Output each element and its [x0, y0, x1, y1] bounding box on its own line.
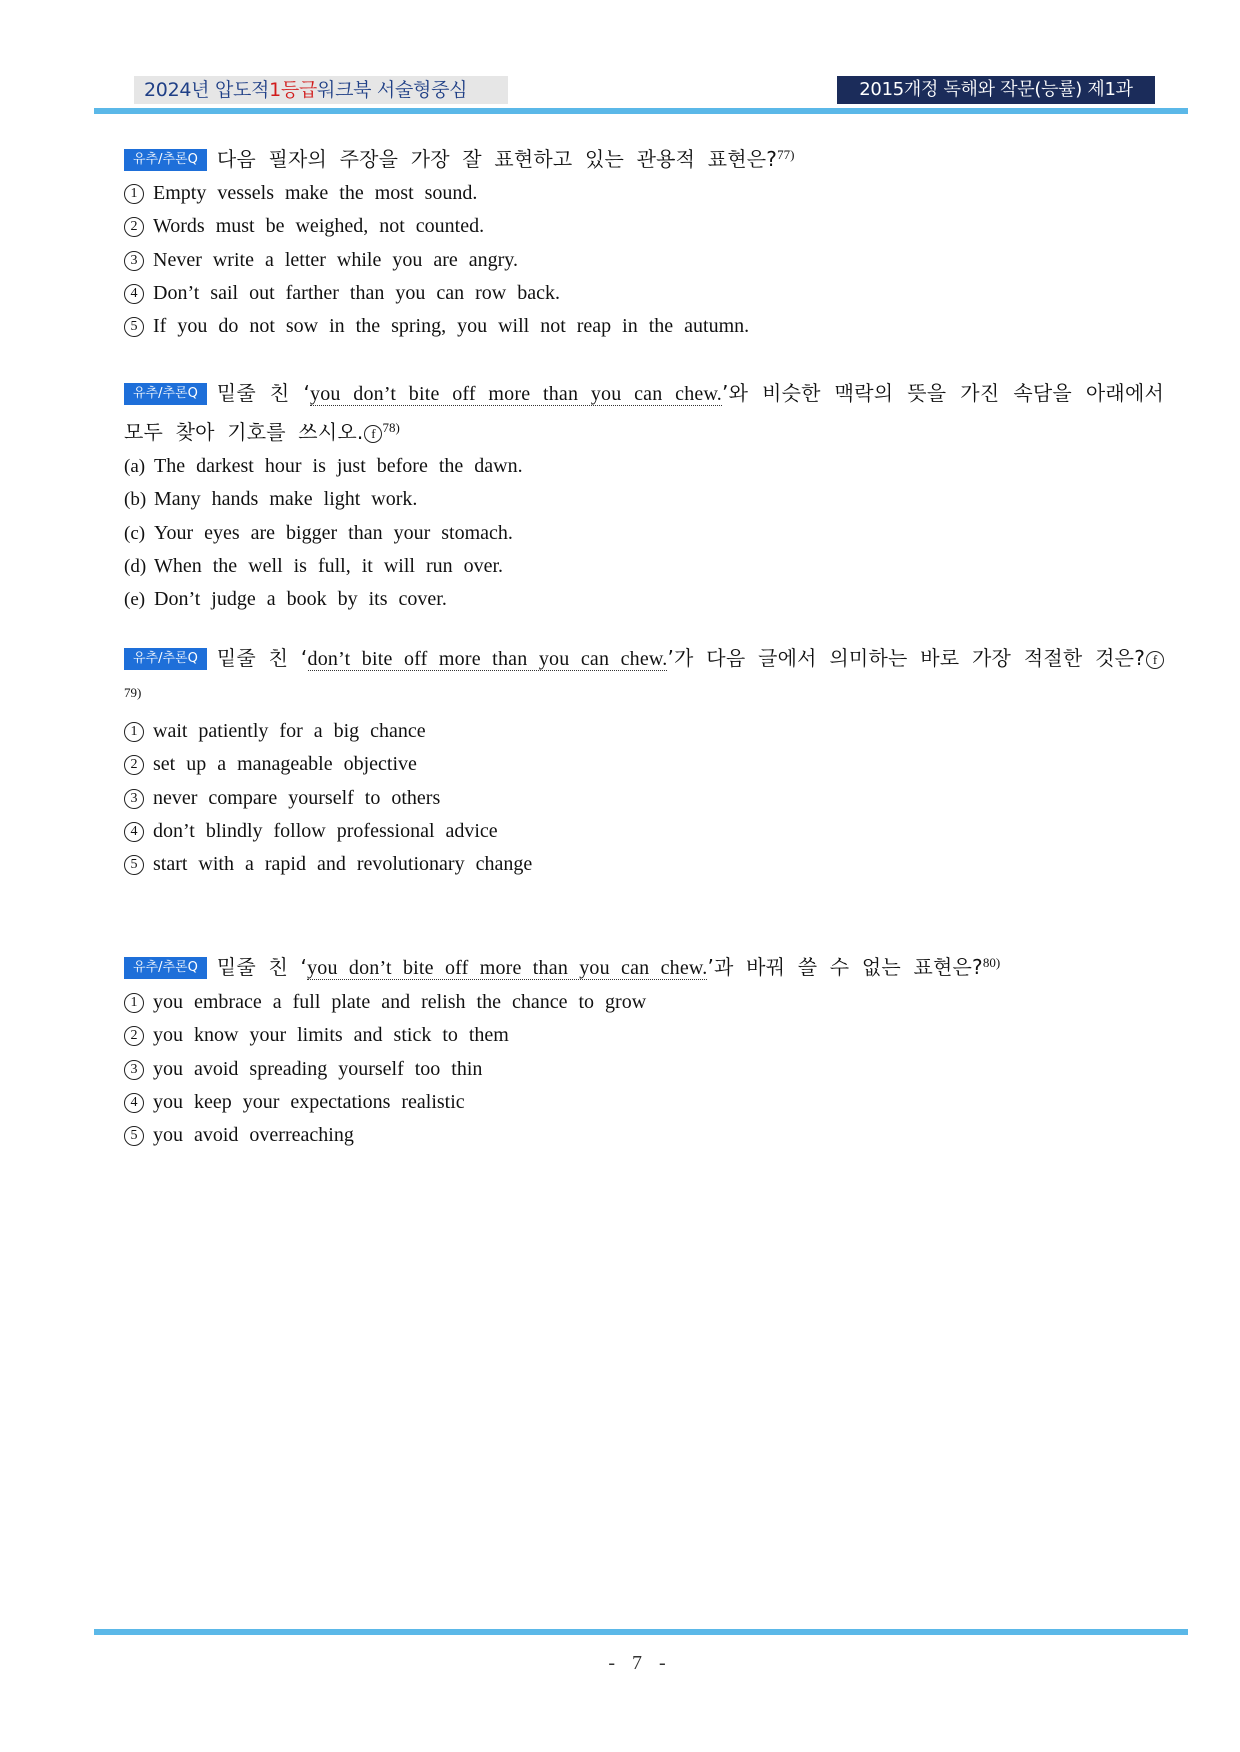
question-80	[124, 946, 1164, 1152]
answer-option[interactable]: 5 If you do not sow in the spring, you will not reap in the autumn.	[124, 310, 1164, 343]
footnote-ref: 79)	[124, 685, 142, 700]
option-number: 3	[124, 251, 144, 271]
answer-option[interactable]: 2 set up a manageable objective	[124, 748, 1164, 781]
question-prompt: 유추/추론Q 밑줄 친 ‘you don’t bite off more than you can chew.’와 비슷한 맥락의 뜻을 가진 속담을 아래에서 모두 찾아 기호를 쓰시오. f $^{78)}$	[124, 381, 1164, 444]
option-number: 2	[124, 217, 144, 237]
footer-divider	[94, 1629, 1188, 1635]
answer-option[interactable]: 1 wait patiently for a big chance	[124, 715, 1164, 748]
question-78	[124, 377, 1164, 616]
lesson-title: 2015개정 독해와 작문(능률) 제1과	[837, 76, 1155, 104]
question-type-badge: 유추/추론Q	[124, 149, 207, 171]
answer-option[interactable]: 3 Never write a letter while you are angry.	[124, 244, 1164, 277]
answer-option[interactable]: (b) Many hands make light work.	[124, 483, 1164, 516]
answer-option[interactable]: (d) When the well is full, it will run over.	[124, 550, 1164, 583]
workbook-title-highlight: 1등급	[269, 79, 318, 101]
circled-letter-mark: f	[1146, 651, 1164, 669]
option-number: 4	[124, 822, 144, 842]
header-divider	[94, 108, 1188, 114]
question-type-badge: 유추/추론Q	[124, 957, 207, 979]
answer-option[interactable]: 2 Words must be weighed, not counted.	[124, 210, 1164, 243]
option-letter: (c)	[124, 522, 146, 544]
option-number: 1	[124, 184, 144, 204]
question-type-badge: 유추/추론Q	[124, 383, 207, 405]
answer-option[interactable]: 5 you avoid overreaching	[124, 1119, 1164, 1152]
answer-option[interactable]: (a) The darkest hour is just before the dawn.	[124, 450, 1164, 483]
answer-option[interactable]: (e) Don’t judge a book by its cover.	[124, 583, 1164, 616]
answer-option[interactable]: 1 you embrace a full plate and relish the chance to grow	[124, 986, 1164, 1019]
answer-option[interactable]: 4 Don’t sail out farther than you can row back.	[124, 277, 1164, 310]
answer-option[interactable]: 5 start with a rapid and revolutionary change	[124, 848, 1164, 881]
question-prompt: 유추/추론Q 다음 필자의 주장을 가장 잘 표현하고 있는 관용적 표현은?$^{77)}$	[124, 138, 1164, 176]
option-number: 4	[124, 284, 144, 304]
answer-option[interactable]: 2 you know your limits and stick to them	[124, 1019, 1164, 1052]
option-number: 3	[124, 1060, 144, 1080]
footnote-ref: 77)	[777, 147, 795, 162]
underlined-expression: you don’t bite off more than you can chew.	[310, 383, 723, 405]
question-77	[124, 138, 1164, 343]
answer-option[interactable]: 1 Empty vessels make the most sound.	[124, 177, 1164, 210]
option-number: 2	[124, 755, 144, 775]
workbook-title: 2024년 압도적1등급워크북 서술형중심	[134, 76, 508, 104]
answer-option[interactable]: 3 never compare yourself to others	[124, 782, 1164, 815]
answer-option[interactable]: (c) Your eyes are bigger than your stomach.	[124, 517, 1164, 550]
option-number: 5	[124, 317, 144, 337]
underlined-expression: don’t bite off more than you can chew.	[307, 648, 668, 670]
option-letter: (b)	[124, 489, 147, 511]
option-number: 1	[124, 722, 144, 742]
option-number: 2	[124, 1026, 144, 1046]
footnote-ref: 78)	[382, 420, 400, 435]
page-number: - 7 -	[608, 1652, 672, 1674]
option-number: 4	[124, 1093, 144, 1113]
option-number: 1	[124, 993, 144, 1013]
answer-option[interactable]: 4 you keep your expectations realistic	[124, 1086, 1164, 1119]
footnote-ref: 80)	[982, 955, 1001, 970]
question-prompt: 유추/추론Q 밑줄 친 ‘you don’t bite off more than you can chew.’과 바꿔 쓸 수 없는 표현은?$^{80)}$	[124, 946, 1164, 985]
option-letter: (e)	[124, 589, 146, 611]
option-number: 5	[124, 855, 144, 875]
underlined-expression: you don’t bite off more than you can chew.	[307, 957, 708, 979]
answer-option[interactable]: 4 don’t blindly follow professional advice	[124, 815, 1164, 848]
question-prompt: 유추/추론Q 밑줄 친 ‘don’t bite off more than you can chew.’가 다음 글에서 의미하는 바로 가장 적절한 것은? $f^{79)}$	[124, 642, 1164, 714]
option-number: 5	[124, 1126, 144, 1146]
question-79	[124, 642, 1164, 881]
option-letter: (a)	[124, 456, 146, 477]
option-number: 3	[124, 789, 144, 809]
question-type-badge: 유추/추론Q	[124, 648, 207, 670]
answer-option[interactable]: 3 you avoid spreading yourself too thin	[124, 1053, 1164, 1086]
option-letter: (d)	[124, 555, 147, 577]
circled-letter-mark: f	[364, 425, 382, 443]
